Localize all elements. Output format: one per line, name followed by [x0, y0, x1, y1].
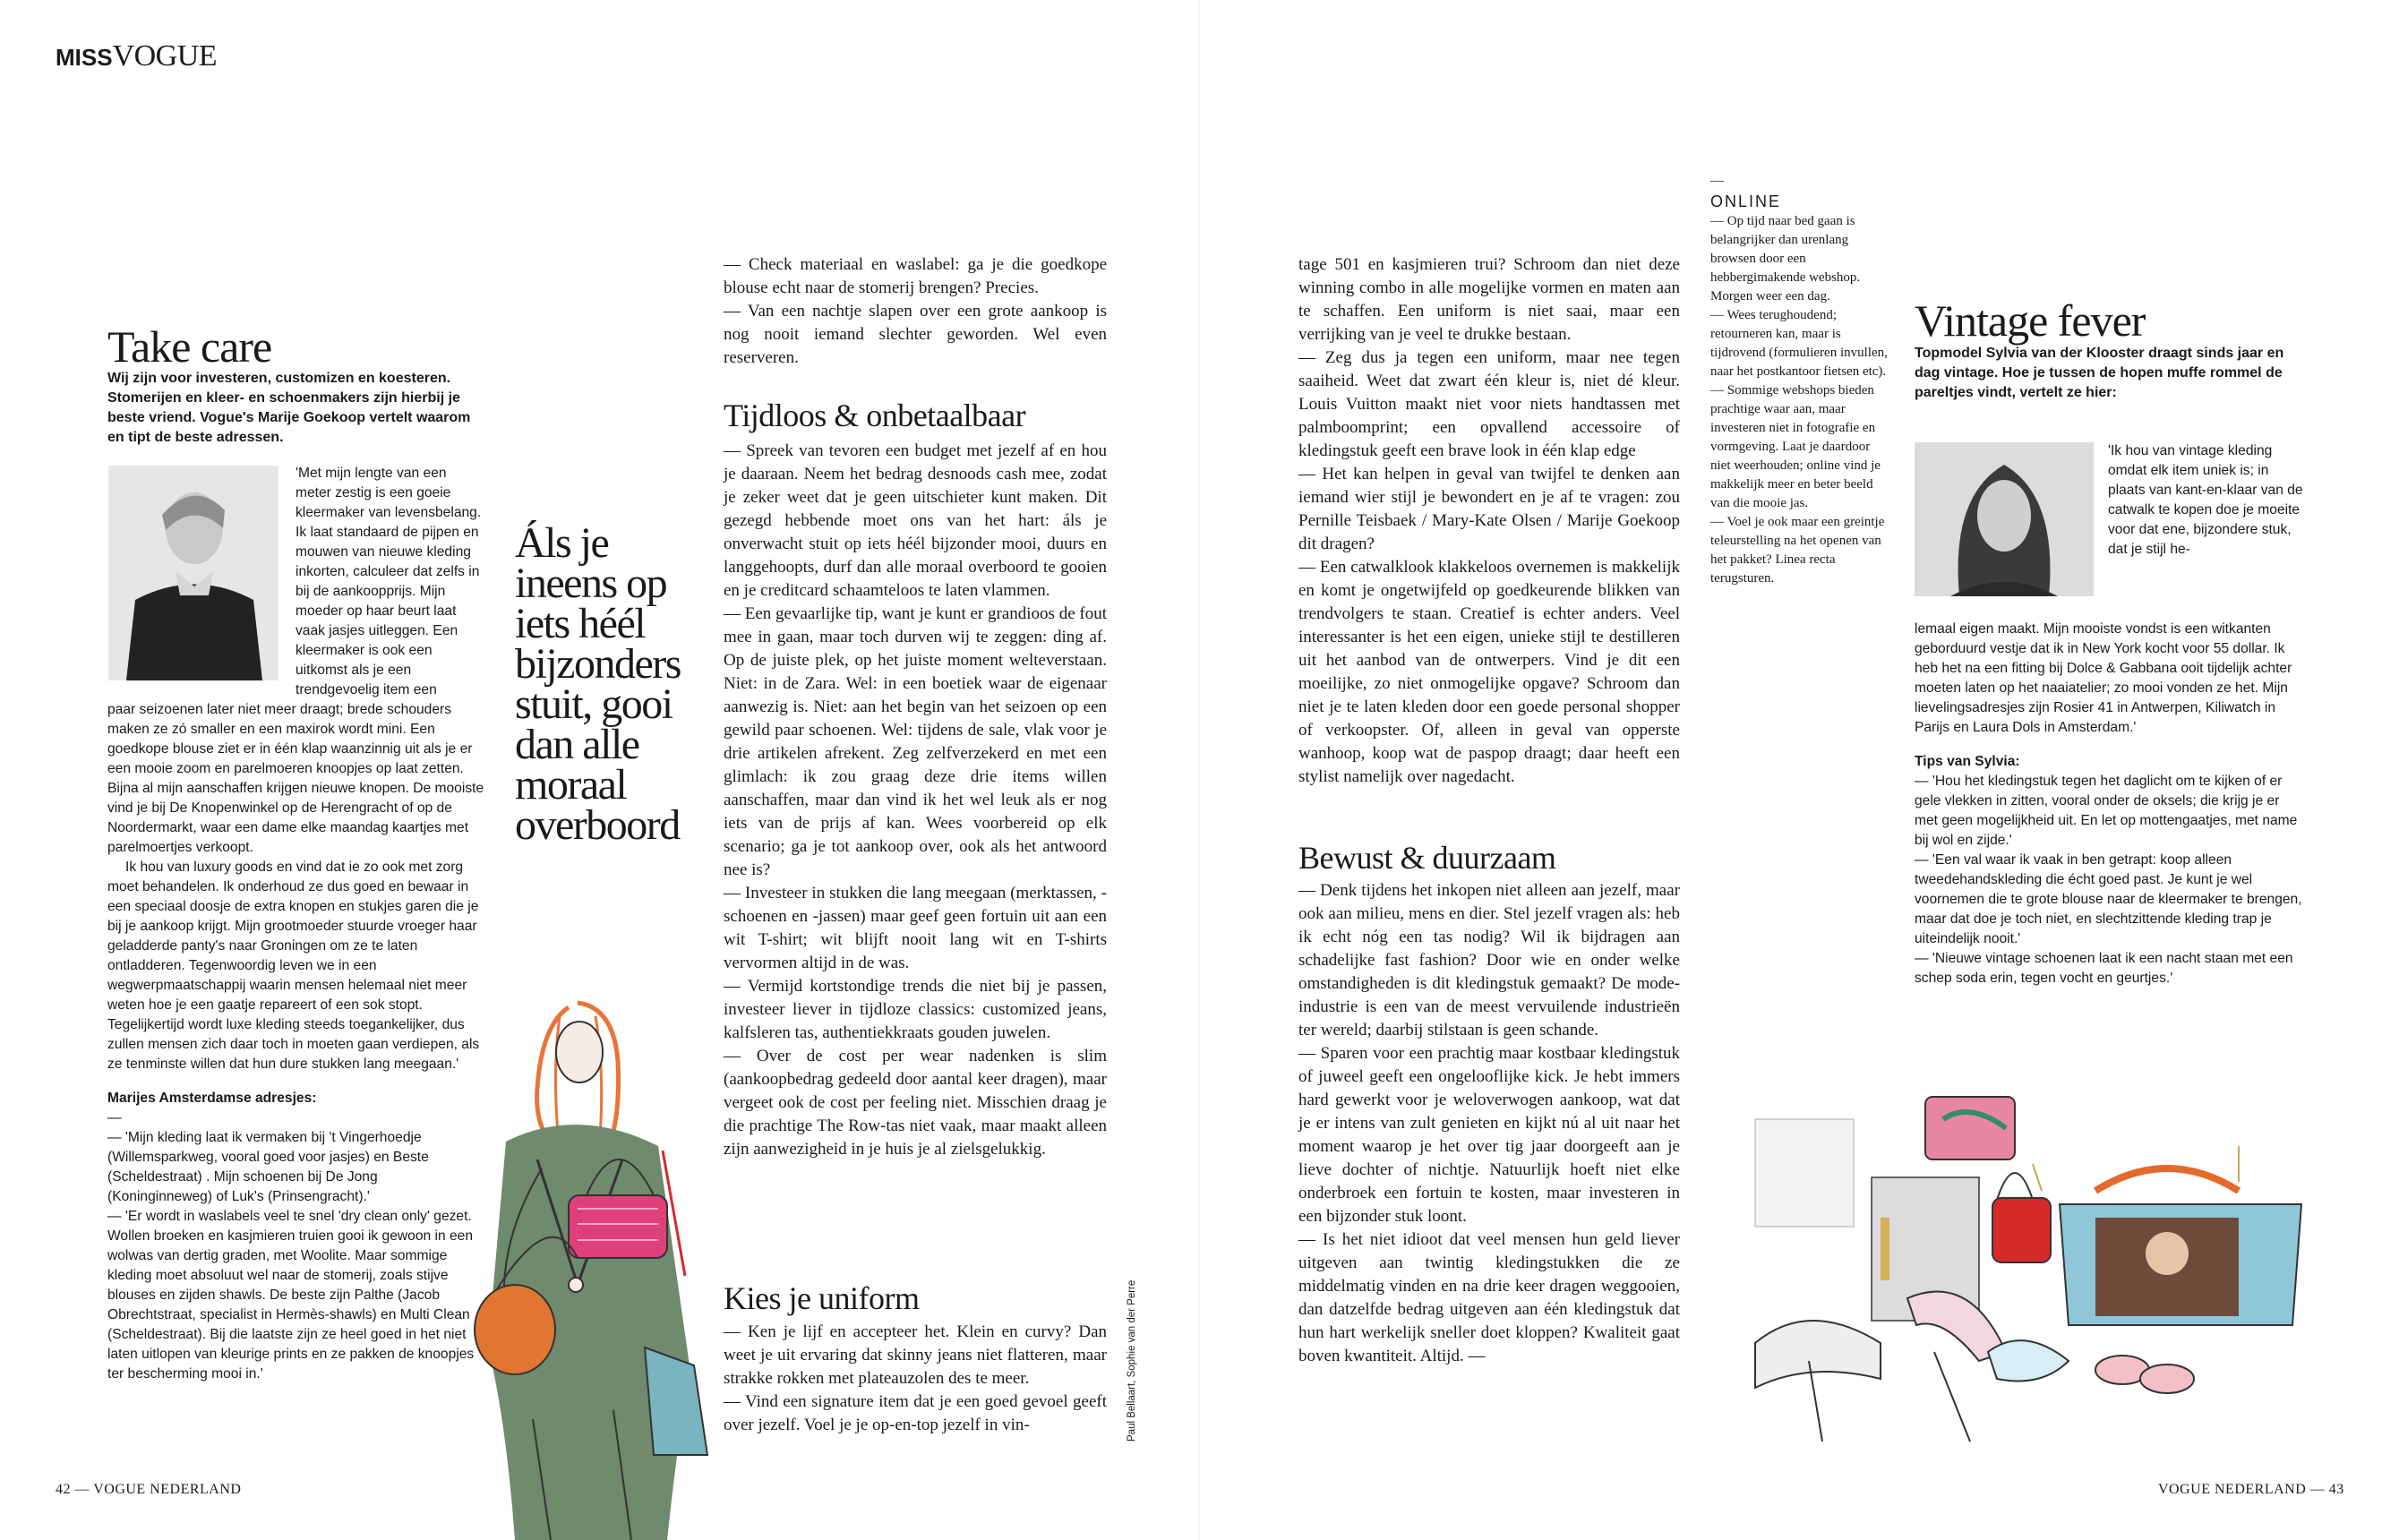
- col3-p8: — Ken je lijf en accepteer het. Klein en curvy? Dan weet je uit ervaring dat skinny jeans niet flatteren, maar strakke rokken met plateauzolen des te meer.: [724, 1322, 1107, 1388]
- portrait-sylvia-drawing: [1915, 442, 2094, 596]
- address-2: — 'Er wordt in waslabels veel te snel 'dry clean only' gezet. Wollen broeken en kasjmieren truien gooi ik gewoon in een wolwas van dertig graden, met Woolite. Maar sommige kleding moet absoluut wel naar de stomerij, zoals stijve blouses en zijden shawls. De beste zijn Palthe (Jacob Obrechtstraat, specialist in Hermès-shawls) en Multi Clean (Scheldestraat). Bij die laatste zijn ze heel goed in het niet laten uitlopen van kleurige prints en ze pakken de knoopjes ter bescherming mooi in.': [107, 1209, 475, 1382]
- tips-heading: Tips van Sylvia:: [1915, 754, 2020, 769]
- portrait-photo-marije: [108, 466, 278, 680]
- illustration-accessories-drawing: [1737, 1092, 2319, 1450]
- online-p4: — Voel je ook maar een greintje teleurstelling na het openen van het pakket? Linea recta terugsturen.: [1710, 515, 1885, 586]
- online-sidebar: [1710, 172, 1889, 588]
- folio-left: 42 — VOGUE NEDERLAND: [56, 1482, 242, 1497]
- col3-p3: — Spreek van tevoren een budget met jezelf af en hou je daaraan. Neem het bedrag desnoods cash mee, zodat je zeker weet dat je geen uitschieter kunt maken. Dit gezegd hebbende moet ons van het hart: áls je onverwacht stuit op iets héél bijzonder mooi, duurs en langgehoopts, durf dan alle moraal overboord te gooien en je creditcard schaamteloos te laten vlammen.: [724, 441, 1107, 600]
- vintage-beside-photo: 'Ik hou van vintage kleding omdat elk item uniek is; in plaats van kant-en-klaar van de catwalk te kopen doe je moeite voor dat ene, bijzondere stuk, dat je stijl he-: [2108, 443, 2303, 557]
- col3-mid: [724, 440, 1107, 1161]
- illustration-vintage-accessories: [1737, 1092, 2319, 1450]
- subheading-bewust: Bewust & duurzaam: [1298, 840, 1556, 876]
- subheading-tijdloos: Tijdloos & onbetaalbaar: [724, 398, 1026, 433]
- col1-body: [107, 700, 485, 1384]
- article-title: Take care: [107, 321, 272, 372]
- addresses-dash: —: [107, 1110, 122, 1125]
- online-p1: — Op tijd naar bed gaan is belangrijker dan urenlang browsen door een hebbergimakende webshop. Morgen weer een dag.: [1710, 214, 1861, 304]
- portrait-photo-sylvia: [1915, 442, 2094, 596]
- col1-p2: Ik hou van luxury goods en vind dat ie zo ook met zorg moet behandelen. Ik onderhoud ze dus goed en bewaar in een speciaal doosje de extra knopen en stukjes garen die je bij je aankoop krijgt. Mijn grootmoeder stuurde vroeger haar geladderde panty's naar Groningen om ze te laten ontladderen. Tegenwoordig leven we in een wegwerpmaatschappij waarin mensen helemaal niet meer weten hoe je een gaatje repareert of een sok stopt. Tegelijkertijd wordt luxe kleding steeds toegankelijker, dus zullen mensen zich daar toch in moeten gaan verdiepen, als ze tenminste willen dat hun dure stukken lang meegaan.': [107, 860, 480, 1072]
- portrait-marije-drawing: [108, 466, 278, 680]
- col3-p7: — Over de cost per wear nadenken is slim (aankoopbedrag gedeeld door aantal keer dragen), maar vergeet ook de cost per feeling niet. Misschien draag je die prachtige The Row-tas niet vaak, maar maakt alleen zijn aanwezigheid in je huis je al zielsgelukkig.: [724, 1047, 1107, 1159]
- page-gutter: [1199, 0, 1200, 1540]
- online-dash: —: [1710, 174, 1724, 188]
- address-1: — 'Mijn kleding laat ik vermaken bij 't Vingerhoedje (Willemsparkweg, vooral goed voor jasjes) en Beste (Scheldestraat) . Mijn schoenen bij De Jong (Koninginneweg) of Luk's (Prinsengracht).': [107, 1130, 429, 1204]
- miss-vogue-logo: [56, 39, 217, 73]
- logo-miss: MISS: [56, 44, 113, 71]
- online-p3: — Sommige webshops bieden prachtige waar aan, maar investeren niet in fotografie en vormgeving. Laat je daardoor niet weerhouden; online vind je makkelijk meer en beter beeld van die mooie jas.: [1710, 383, 1881, 510]
- col3-bottom: [724, 1321, 1107, 1437]
- col3-p6: — Vermijd kortstondige trends die niet bij je passen, investeer liever in tijdloze classics: customized jeans, kalfsleren tas, authentiekkraats gouden juwelen.: [724, 977, 1107, 1042]
- article-intro: Wij zijn voor investeren, customizen en koesteren. Stomerijen en kleer- en schoenmakers zijn hierbij je beste vriend. Vogue's Marije Goekoop vertelt waarom en tipt de beste adressen.: [107, 371, 471, 445]
- col3-p9: — Vind een signature item dat je een goed gevoel geeft over jezelf. Voel je je op-en-top jezelf in vin-: [724, 1392, 1107, 1434]
- tip-2: — 'Een val waar ik vaak in ben getrapt: koop alleen tweedehandskleding die écht goed past. Je kunt je wel voornemen die te grote blouse naar de kleermaker te brengen, maar dat doe je toch niet, en slechtzittende kleding trap je uiteindelijk nooit.': [1915, 852, 2302, 946]
- right-col1-p3: — Het kan helpen in geval van twijfel te denken aan iemand wier stijl je bewondert en je af te vragen: zou Pernille Teisbaek / Mary-Kate Olsen / Marije Goekoop dit dragen?: [1298, 465, 1680, 553]
- right-col1-top: [1298, 253, 1680, 789]
- pull-quote: Áls je ineens op iets héél bijzonders stuit, gooi dan alle moraal overboord: [515, 519, 681, 849]
- logo-vogue: VOGUE: [112, 39, 218, 73]
- col1-p1: paar seizoenen later niet meer draagt; brede schouders maken ze zó smaller en een maxirok wordt mini. Een goedkope blouse ziet er in één klap waanzinnig uit als je er een mooie zoom en parelmoeren knoopjes op laat zetten. Bijna al mijn aanschaffen krijgen nieuwe knopen. De mooiste vind je bij De Knopenwinkel op de Herengracht of op de Noordermarkt, waar een dame elke maandag kaartjes met parelmoertjes verkoopt.: [107, 702, 484, 855]
- tip-1: — 'Hou het kledingstuk tegen het daglicht om te kijken of er gele vlekken in zitten, vooral onder de oksels; die krijg je er met geen mogelijkheid uit. En let op mottengaatjes, met name bij wol en zijde.': [1915, 774, 2298, 848]
- photo-credit: Paul Bellaart, Sophie van der Perre: [1127, 1279, 1137, 1442]
- col3-p4: — Een gevaarlijke tip, want je kunt er grandioos de fout mee in gaan, maar toch durven wij te zeggen: ding af. Op de juiste plek, op het juiste moment welteverstaan. Niet: in de Zara. Wel: in een boetiek waar de eigenaar aanwezig is. Niet: aan het begin van het seizoen op een gewild paar schoenen. Wel: tijdens de sale, vlak voor je drie artikelen afrekent. Zeg zelfverzekerd en met een glimlach: ik zou graag deze drie items willen aanschaffen, maar dan vind ik het wel leuk als er nog iets van de prijs af kan. Wees voorbereid op elk scenario; ga je tot aankoop over, ook als het antwoord nee is?: [724, 604, 1107, 879]
- right-col1-p1: tage 501 en kasjmieren trui? Schroom dan niet deze winning combo in alle mogelijke vormen en maten aan te schaffen. Een uniform is niet saai, maar een verrijking van je veel te drukke bestaan.: [1298, 255, 1680, 344]
- vintage-intro: Topmodel Sylvia van der Klooster draagt sinds jaar en dag vintage. Hoe je tussen de hopen muffe rommel de pareltjes vindt, vertelt ze hier:: [1915, 346, 2284, 400]
- col3-p1: — Check materiaal en waslabel: ga je die goedkope blouse echt naar de stomerij brengen? Precies.: [724, 255, 1107, 297]
- right-col1-p7: — Is het niet idioot dat veel mensen hun geld liever uitgeven aan twintig kledingstukken die ze middelmatig vinden en na drie keer dragen weggooien, dan datzelfde bedrag uitgeven aan één kledingstuk dat hun hart werkelijk sneller doet kloppen? Kwaliteit gaat boven kwantiteit. Altijd. —: [1298, 1230, 1680, 1365]
- illustration-woman-drawing: [452, 989, 712, 1540]
- col3-top: [724, 253, 1107, 370]
- addresses-heading: Marijes Amsterdamse adresjes:: [107, 1091, 317, 1106]
- right-col1-p2: — Zeg dus ja tegen een uniform, maar nee tegen saaiheid. Weet dat zwart één kleur is, niet dé kleur. Louis Vuitton maakt niet voor niets handtassen met palmboomprint; een opvallend accessoire of kledingstuk geeft een brave look in één klap edge: [1298, 348, 1680, 460]
- vintage-p1: lemaal eigen maakt. Mijn mooiste vondst is een witkanten geborduurd vestje dat ik in New York kocht voor 55 dollar. Ik heb het na een fitting bij Dolce & Gabbana ooit tijdelijk achter moeten laten op het naaiatelier; zo mooi vonden ze het. Mijn lievelingsadresjes zijn Rosier 41 in Antwerpen, Kiliwatch in Parijs en Laura Dols in Amsterdam.': [1915, 621, 2292, 735]
- online-p2: — Wees terughoudend; retourneren kan, maar is tijdrovend (formulieren invullen, naar het postkantoor fietsen etc).: [1710, 308, 1888, 379]
- col1-beside-photo: 'Met mijn lengte van een meter zestig is een goeie kleermaker van levensbelang. Ik laat standaard de pijpen en mouwen van nieuwe kleding inkorten, calculeer dat zelfs in bij de aankoopprijs. Mijn moeder op haar beurt laat vaak jasjes uitleggen. Een kleermaker is ook een uitkomst als je een trendgevoelig item een: [296, 466, 482, 697]
- subheading-kies-je-uniform: Kies je uniform: [724, 1280, 920, 1316]
- col3-p2: — Van een nachtje slapen over een grote aankoop is nog nooit iemand slechter geworden. Wel even reserveren.: [724, 302, 1107, 367]
- col3-p5: — Investeer in stukken die lang meegaan (merktassen, -schoenen en -jassen) maar geef geen fortuin uit aan een wit T-shirt; wit blijft nooit lang wit en T-shirts vervormen altijd in de was.: [724, 884, 1107, 972]
- vintage-body: [1915, 620, 2303, 988]
- vintage-title: Vintage fever: [1915, 295, 2146, 346]
- tip-3: — 'Nieuwe vintage schoenen laat ik een nacht staan met een schep soda erin, tegen vocht en geurtjes.': [1915, 951, 2293, 986]
- folio-right: VOGUE NEDERLAND — 43: [2158, 1482, 2344, 1497]
- right-col1-p4: — Een catwalklook klakkeloos overnemen is makkelijk en komt je ongetwijfeld op goedkeurende blikken van trendvolgers te staan. Creatief is echter anders. Veel interessanter is het een eigen, unieke stijl te destilleren uit het aanbod van de ontwerpers. Vind je dit een moeilijke, zo niet onmogelijke opgave? Schroom dan niet je te laten kleden door een goede personal shopper of verkoopster. Of, alleen in geval van opperste wanhoop, koop wat de paspop draagt; daar heeft een stylist namelijk over nagedacht.: [1298, 558, 1680, 786]
- online-heading: ONLINE: [1710, 192, 1782, 210]
- illustration-woman-with-bags: [452, 989, 712, 1540]
- right-col1-p6: — Sparen voor een prachtig maar kostbaar kledingstuk of juweel geeft een ongelooflijke kick. Je hebt immers hard gewerkt voor je weloverwogen aankoop, wat dat je er intens van zult genieten en kijkt nú al uit naar het moment waarop je het over tig jaar doorgeeft aan je lieve dochter of nichtje. Natuurlijk hoeft niet elke onderbroek een fortuin te kosten, maar investeren in een bijzonder stuk loont.: [1298, 1044, 1680, 1226]
- right-col1-p5: — Denk tijdens het inkopen niet alleen aan jezelf, maar ook aan milieu, mens en dier. Stel jezelf vragen als: heb ik echt nóg een tas nodig? Wil ik bijdragen aan schadelijke fast fashion? Door wie en onder welke omstandigheden is dit kledingstuk gemaakt? De mode-industrie is een van de meest vervuilende industrieën ter wereld; daarbij stilstaan is geen schande.: [1298, 881, 1680, 1040]
- right-col1-bottom: [1298, 879, 1680, 1368]
